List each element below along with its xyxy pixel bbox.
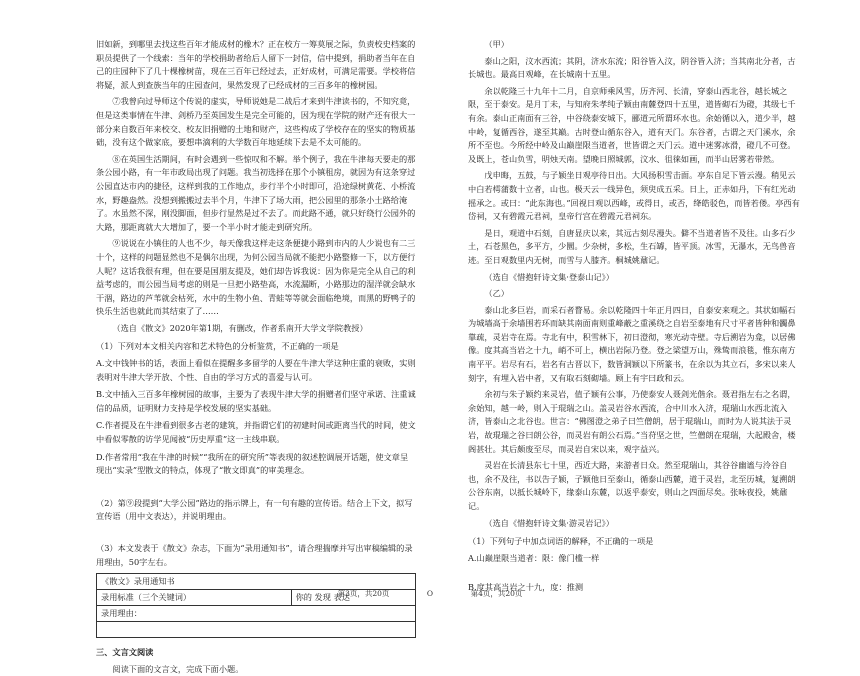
option-d: D.作者常用“我在牛津的时候”“我所在的研究所”等表现的叙述腔调展开话题，使文章呈现出“实录”型散文的特点，体现了“散文即真”的审美理念。 [96,451,409,476]
passage-paragraph: 是日，观道中石刻，自唐显庆以来，其远古刻尽漫失。僻不当道者皆不及往。山多石少土，石苍黑色，多平方，少圜。少杂树，多松，生石罅，皆平顶。冰雪，无瀑水，无鸟兽音迹。至日观数里内无树，而雪与人膝齐。桐城姚鼐记。 [468,227,796,265]
option-b: B.度其高当岩之十九，度：推测 [468,582,584,593]
paragraph: 旧如新，到哪里去找这些百年才能成材的橡木？正在校方一筹莫展之际，负责校史档案的职员提供了一个线索：当年的学校捐助者给后人留下一封信，信中提到，捐助者当年在自己的庄园种下了几十棵橡树苗，现在三百年已经过去，正好成材，可满足需要。学校将信将疑，派人到查族当年的庄园查问，果然发现了已经成材的三百多年的橡树园。 [96,39,416,90]
option-c: C.作者提及在牛津看到很多古老的建筑，并指谓它们的初建时间或距离当代的时间，使文中看似零散的访学见闻被“历史厚重”这一主线串联。 [96,420,416,445]
passage-source: （选自《惜抱轩诗文集·登泰山记》） [484,271,614,282]
notice-reason: 录用理由： [97,606,416,622]
passage-paragraph: 灵岩在长清县东七十里，西近大路，来游者日众。然至琨瑞山，其谷谷幽谧与泠谷自也，余不及往，书以告子颖，子颖他日至泰山，循泰山西麓，道于灵岩，北至历城，复溯朗公谷东南，以抵长城岭下，缘泰山东麓，以返乎泰安，则山之四面尽矣。张咏夜投，姚鼐记。 [468,460,796,511]
notice-blank-row [97,622,416,638]
passage-paragraph: 泰山北多巨岩，而采石者瞀易。余以乾隆四十年正月四日，自泰安来观之。其状如幅石为城墙高于余墙围若环而缺其南面南则重峰蔽之重溪绕之自岩至泰地有尺寸平者皆种和髑鼻靠疏，灵岩寺在焉。寺北有中，积雪林下，初日澄彻，寒光动寺壁。寺后溯岩为龛，以居佛像。度其高当岩之十九，峭不可上，横出岩际乃登。登之梁望万山，殊鸷而浪毯，惟东南方南平平。岩尽有石，岩名有古晋以下，数皆洞颖以下所篆书，在余以为其立石，多宋以来人刻字，有埋入岩中者，又有取石刻砌墙。顾上有宇曰政和云。 [468,304,796,383]
passage-paragraph: 余以乾隆三十九年十二月，自京师乘风雪，历齐河、长清，穿泰山西北谷，越长城之限，至于泰安。是月丁未，与知府朱孝纯子颖由南麓登四十五里，道皆砌石为磴，其级七千有余。泰山正南面有三谷，中谷绕泰安城下，郦道元所谓环水也。余始循以入，道少半，越中岭，复循西谷，遂至其巅。古时登山循东谷入，道有天门。东谷者，古谓之天门溪水，余所不至也。今所经中岭及山巅崖限当道者，世皆谓之天门云。道中迷雾冰滑，磴几不可登。及既上，苍山负雪，明烛天南。望晚日照城郭，汶水、徂徕如画，而半山居雾若带然。 [468,85,796,164]
question-2: （2）第⑨段提到“大学公园”路边的指示牌上，有一句有趣的宣传语。结合上下文，拟写宣传语（用中文表达），并说明理由。 [96,497,413,522]
notice-criteria-label: 录用标准（三个关键词） [97,590,292,606]
passage-paragraph: 戊申晦，五鼓，与子颖坐日观亭待日出。大风扬积雪击面。亭东自足下皆云漫。稍见云中白若樗蒲数十立者，山也。极天云一线异色，须臾成五采。日上，正赤如丹，下有红光动摇承之。或曰：“此东海也。”回视日观以西峰，或得日，或否，绛皓驳色，而皆若偻。亭西有岱祠，又有碧霞元君祠，皇帝行宫在碧霞元君祠东。 [468,170,800,222]
option-a: A.文中钱钟书的话，表面上看似在提醒多多留学的人要在牛津大学这种庄重的衰败，实则表明对牛津大学开放、个性、自由的学习方式的喜爱与认可。 [96,358,416,382]
question-3: （3）本文发表于《散文》杂志，下面为“录用通知书”，请合理揣摩并写出审稿编辑的录用理由，50字左右。 [96,543,413,567]
source-note: （选自《散文》2020年第1期，有删改，作者系南开大学文学院教授） [112,322,368,333]
passage-source: （选自《惜抱轩诗文集·游灵岩记》） [484,517,614,528]
right-page [430,0,860,608]
notice-table [96,573,416,638]
paragraph: ⑧在英国生活期间，有时会遇到一些惊叹和不解。举个例子，我在牛津每天要走的那条公园小路，有一年市政局出现了问题。我当初选择在那个小镇租房，就因为有这条穿过公园直达市内的捷径，这样到我的工作地点，步行半个小时即可，沿途绿树黄花、小桥流水，野趣盎然。没想到搬搬过去半个月，牛津下了场大雨，把公园里的那条小土路给淹了。水虽然不深，刚没脚面，但步行显然是过不去了。而此路不通，就只好绕行公园外的大路，那距离就大大增加了，要一个半小时才能走到研究所。 [96,153,416,232]
passage-label-jia: （甲） [484,39,509,49]
paragraph: ⑦我曾向过导师这个传说的虚实，导师说她是二战后才来到牛津读书的，不知究竟，但是这类事情在牛津、剑桥乃至英国发生是完全可能的，因为现在学院的财产还有很大一部分来自数百年来校交、校友旧捐赠的土地和财产，这些构成了学校存在的坚实的物质基础，没有这个做家底，要想串滴利的大学数百年地延续下去是不太可能的。 [96,96,416,148]
notice-criteria-value: 你的 发现 表达 [291,590,415,606]
option-a: A.山巅崖限当道者：限：像门槛一样 [468,552,600,563]
section-heading: 三、文言文阅读 [96,647,154,658]
passage-paragraph: 余初与朱子颖约来灵岩，值子颖有公事，乃使泰安人聂剑光偕余。聂君指左右之名谓，余始知，越一岭，则入于琨瑞之山。盖灵岩谷水西流，合中川水入济，琨瑞山水西北流入济，皆泰山之北谷也。世言：“佛图澄之弟子曰竺僧朗，居于琨瑞山，而时为人说其法于灵岩，故琨瑞之谷曰朗公谷，而灵岩有朗公石焉。”当苻坚之世，竺僧朗在琨瑞，大起殿舍，楼阁甚壮。其后颇废至尽，而灵岩自宋以来，观字益兴。 [468,389,796,454]
paragraph: ⑨说说在小镇住的人也不少，每天像我这样走这条便捷小路到市内的人少说也有二三十个，这样的问题显然也不是偶尔出现，为何公园当局就不能把小路整修一下，以方便行人呢？这话我很有理，但在要是国朋友提及，她们却告诉我说：因为你是完全从自己的利益考虑的，而公园当局考虑的则是一旦把小路垫高，水流漏断，小路那边的湿洋就会缺水干涸，路边的芦苇就会枯死，水中的生物小鱼、青蛙等等就会面临绝境，而黑的野鸭子的快乐生活也就此而其结束了了…… [96,238,416,317]
passage-paragraph: 泰山之阳，汶水西流；其阴，济水东流；阳谷皆入汶，阴谷皆入济；当其南北分者，古长城也。最高日观峰，在长城南十五里。 [468,55,796,80]
question-1: （1）下列对本文相关内容和艺术特色的分析鉴赏，不正确的一项是 [96,341,339,352]
notice-title: 《散文》录用通知书 [97,574,416,590]
section-intro: 阅读下面的文言文，完成下面小题。 [112,663,244,674]
left-page [0,0,430,674]
page-footer: 第3页，共20页 O 第4页，共20页 [337,589,523,598]
option-b: B.文中插入三百多年橡树园的故事，主要为了表现牛津大学的捐赠者们坚守承诺、注重诚信的品质，证明财力支持是学校发展的坚实基础。 [96,389,416,413]
passage-label-yi: （乙） [484,288,509,299]
question-1: （1）下列句子中加点词语的解释，不正确的一项是 [468,536,654,547]
